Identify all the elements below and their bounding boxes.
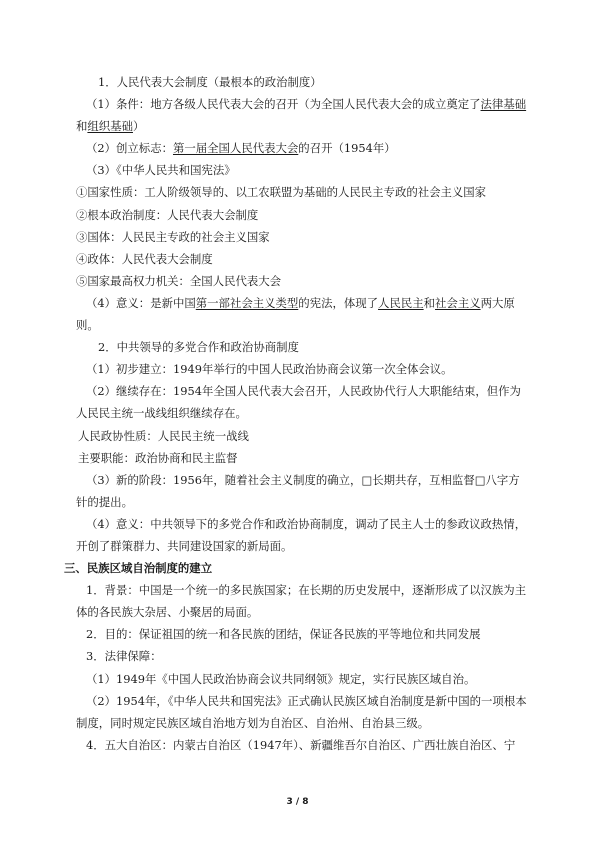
cppcc-continue: （2）继续存在：1954年全国人民代表大会召开，人民政协代行人大职能结束，但作为人民民主统一战线组织继续存在。 xyxy=(76,384,521,421)
underline-first-npc: 第一届全国人民代表大会 xyxy=(172,141,299,156)
cppcc-function: 主要职能：政治协商和民主监督 xyxy=(78,450,238,465)
underline-org-basis: 组织基础 xyxy=(87,119,133,134)
underline-socialism: 社会主义 xyxy=(435,295,481,310)
constitution-item: ①国家性质：工人阶级领导的、以工农联盟为基础的人民民主专政的社会主义国家 xyxy=(76,185,487,200)
page-number: 3 / 8 xyxy=(286,797,309,807)
npc-condition: （1）条件：地方各级人民代表大会的召开（为全国人民代表大会的成立奠定了法律基础 xyxy=(86,97,527,112)
page-content xyxy=(64,71,528,756)
npc-founding: （2）创立标志：第一届全国人民代表大会的召开（1954年） xyxy=(86,141,396,156)
underline-first-socialist: 第一部社会主义类型 xyxy=(195,295,299,310)
constitution-item: ③国体：人民民主专政的社会主义国家 xyxy=(76,229,270,244)
ethnic-background: 1．背景：中国是一个统一的多民族国家；在长期的历史发展中，逐渐形成了以汉族为主体的各民族大杂居、小聚居的局面。 xyxy=(76,583,527,620)
underline-legal-basis: 法律基础 xyxy=(480,97,527,112)
cppcc-initial: （1）初步建立：1949年举行的中国人民政治协商会议第一次全体会议。 xyxy=(86,362,453,377)
ethnic-legal-1: （1）1949年《中国人民政治协商会议共同纲领》规定，实行民族区域自治。 xyxy=(86,671,476,686)
constitution-heading: （3）《中华人民共和国宪法》 xyxy=(86,163,236,178)
npc-condition-cont: 和组织基础） xyxy=(76,119,145,134)
ethnic-legal: 3．法律保障： xyxy=(86,649,162,664)
ethnic-legal-2: （2）1954年，《中华人民共和国宪法》正式确认民族区域自治制度是新中国的一项根本制度，同时规定民族区域自治地方划为自治区、自治州、自治县三级。 xyxy=(76,693,527,730)
cppcc-meaning: （4）意义：中共领导下的多党合作和政治协商制度，调动了民主人士的参政议政热情，开创了群策群力、共同建设国家的新局面。 xyxy=(76,516,527,553)
constitution-item: ②根本政治制度：人民代表大会制度 xyxy=(76,207,259,222)
underline-people-democracy: 人民民主 xyxy=(378,295,424,310)
section-heading-ethnic-autonomy: 三、民族区域自治制度的建立 xyxy=(64,561,213,576)
ethnic-five-regions: 4．五大自治区：内蒙古自治区（1947年）、新疆维吾尔自治区、广西壮族自治区、宁 xyxy=(86,737,516,752)
cppcc-title: 2．中共领导的多党合作和政治协商制度 xyxy=(98,340,299,355)
npc-title: 1．人民代表大会制度（最根本的政治制度） xyxy=(98,75,322,89)
constitution-item: ⑤国家最高权力机关：全国人民代表大会 xyxy=(76,273,282,288)
cppcc-nature: 人民政协性质：人民民主统一战线 xyxy=(78,428,249,443)
ethnic-purpose: 2．目的：保证祖国的统一和各民族的团结，保证各民族的平等地位和共同发展 xyxy=(86,627,481,642)
constitution-item: ④政体：人民代表大会制度 xyxy=(76,251,213,266)
cppcc-new-stage: （3）新的阶段：1956年，随着社会主义制度的确立，□长期共存，互相监督□八字方针的提出。 xyxy=(76,472,520,509)
constitution-meaning: （4）意义：是新中国第一部社会主义类型的宪法，体现了人民民主和社会主义两大原则。 xyxy=(76,295,515,333)
